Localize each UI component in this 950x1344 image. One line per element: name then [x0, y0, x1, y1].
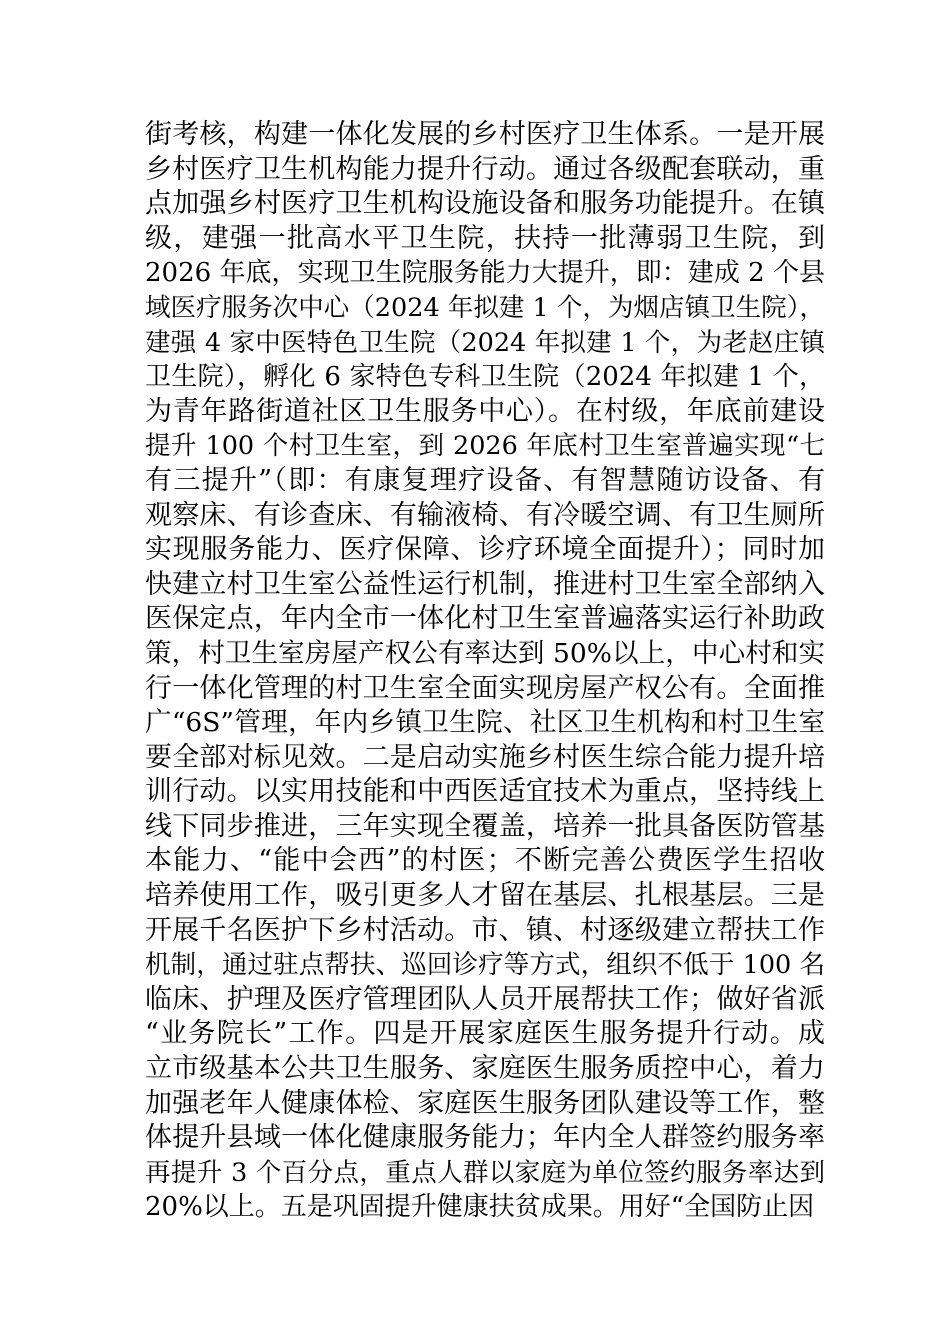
text-line: 再提升 3 个百分点，重点人群以家庭为单位签约服务率达到 — [145, 1157, 825, 1188]
text-line: 要全部对标见效。二是启动实施乡村医生综合能力提升培 — [145, 741, 825, 773]
text-line: 观察床、有诊查床、有输液椅、有冷暖空调、有卫生厕所 — [145, 499, 825, 531]
text-line: “业务院长”工作。四是开展家庭医生服务提升行动。成 — [145, 1018, 825, 1050]
text-line: 训行动。以实用技能和中西医适宜技术为重点，坚持线上 — [145, 776, 825, 808]
text-line: 开展千名医护下乡村活动。市、镇、村逐级建立帮扶工作 — [145, 914, 825, 946]
text-line: 加强老年人健康体检、家庭医生服务团队建设等工作，整 — [145, 1087, 825, 1119]
text-line: 实现服务能力、医疗保障、诊疗环境全面提升）；同时加 — [145, 534, 825, 566]
text-line: 乡村医疗卫生机构能力提升行动。通过各级配套联动，重 — [145, 153, 825, 185]
text-line: 点加强乡村医疗卫生机构设施设备和服务功能提升。在镇 — [145, 188, 825, 220]
text-line: 为青年路街道社区卫生服务中心）。在村级，年底前建设 — [145, 395, 825, 427]
text-line: 卫生院），孵化 6 家特色专科卫生院（2024 年拟建 1 个， — [145, 362, 825, 393]
text-line: 线下同步推进，三年实现全覆盖，培养一批具备医防管基 — [145, 810, 825, 842]
text-line: 行一体化管理的村卫生室全面实现房屋产权公有。全面推 — [145, 672, 825, 704]
text-line: 20%以上。五是巩固提升健康扶贫成果。用好“全国防止因 — [145, 1192, 815, 1223]
text-line: 立市级基本公共卫生服务、家庭医生服务质控中心，着力 — [145, 1053, 825, 1085]
body-text — [145, 118, 825, 1225]
text-line: 级，建强一批高水平卫生院，扶持一批薄弱卫生院，到 — [145, 222, 825, 254]
text-line: 有三提升”（即：有康复理疗设备、有智慧随访设备、有 — [145, 464, 825, 496]
text-line: 临床、护理及医疗管理团队人员开展帮扶工作；做好省派 — [145, 983, 825, 1015]
text-line: 策，村卫生室房屋产权公有率达到 50%以上，中心村和实 — [145, 637, 825, 669]
text-line: 医保定点，年内全市一体化村卫生室普遍落实运行补助政 — [145, 603, 825, 635]
text-line: 域医疗服务次中心（2024 年拟建 1 个，为烟店镇卫生院）， — [145, 292, 825, 323]
text-line: 广“6S”管理，年内乡镇卫生院、社区卫生机构和村卫生室 — [145, 707, 825, 739]
text-line: 街考核，构建一体化发展的乡村医疗卫生体系。一是开展 — [145, 119, 825, 150]
text-line: 培养使用工作，吸引更多人才留在基层、扎根基层。三是 — [145, 880, 825, 912]
text-line: 机制，通过驻点帮扶、巡回诊疗等方式，组织不低于 100 名 — [145, 950, 825, 981]
text-line: 体提升县域一体化健康服务能力；年内全人群签约服务率 — [145, 1122, 825, 1154]
text-line: 提升 100 个村卫生室，到 2026 年底村卫生室普遍实现“七 — [145, 431, 825, 462]
text-line: 建强 4 家中医特色卫生院（2024 年拟建 1 个，为老赵庄镇 — [145, 327, 825, 358]
text-line: 2026 年底，实现卫生院服务能力大提升，即：建成 2 个县 — [145, 258, 825, 289]
text-line: 快建立村卫生室公益性运行机制，推进村卫生室全部纳入 — [145, 568, 825, 600]
text-line: 本能力、“能中会西”的村医；不断完善公费医学生招收 — [145, 845, 825, 877]
